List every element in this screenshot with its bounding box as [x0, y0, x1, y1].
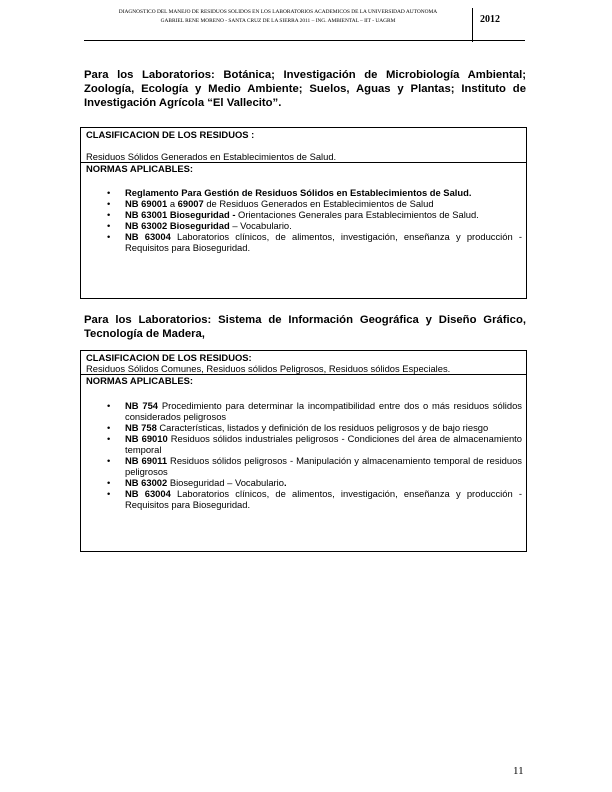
norm-item: • NB 754 Procedimiento para determinar la incompatibilidad entre dos o más residuos sólidos considerados peligrosos [81, 400, 526, 422]
norm-item: • NB 63001 Bioseguridad - Orientaciones Generales para Establecimientos de Salud. [81, 209, 526, 220]
norm-item: • NB 63002 Bioseguridad – Vocabulario. [81, 477, 526, 488]
classification-text: Residuos Sólidos Generados en Establecimientos de Salud. [86, 151, 337, 162]
section-1-title: Para los Laboratorios: Botánica; Investigación de Microbiología Ambiental; Zoología, Ecología y Medio Ambiente; Suelos, Aguas y Plantas; Instituto de Investigación Agrícola “El Vallecito”. [84, 69, 526, 109]
classification-text: Residuos Sólidos Comunes, Residuos sólidos Peligrosos, Residuos sólidos Especiales. [86, 363, 451, 374]
section-1-table [80, 127, 527, 299]
norm-item: • NB 69001 a 69007 de Residuos Generados en Establecimientos de Salud [81, 198, 526, 209]
norm-item: • NB 63004 Laboratorios clínicos, de alimentos, investigación, enseñanza y producción - Requisitos para Bioseguridad. [81, 488, 526, 510]
classification-label: CLASIFICACION DE LOS RESIDUOS : [86, 129, 255, 140]
header-line-2: GABRIEL RENE MORENO - SANTA CRUZ DE LA SIERRA 2011 – ING. AMBIENTAL – IIT - UAGRM [160, 18, 396, 24]
page-header [84, 6, 525, 41]
section-2-table [80, 350, 527, 552]
norm-item: • Reglamento Para Gestión de Residuos Sólidos en Establecimientos de Salud. [81, 187, 526, 198]
norms-label: NORMAS APLICABLES: [86, 163, 193, 174]
norm-item: • NB 758 Características, listados y definición de los residuos peligrosos y de bajo riesgo [81, 422, 526, 433]
norm-item: • NB 63004 Laboratorios clínicos, de alimentos, investigación, enseñanza y producción - Requisitos para Bioseguridad. [81, 231, 526, 253]
header-year: 2012 [480, 14, 500, 25]
page-number: 11 [513, 765, 524, 777]
header-text [84, 8, 473, 42]
norms-label: NORMAS APLICABLES: [86, 375, 193, 386]
classification-label: CLASIFICACION DE LOS RESIDUOS: [86, 352, 252, 363]
norm-item: • NB 69011 Residuos sólidos peligrosos - Manipulación y almacenamiento temporal de residuos peligrosos [81, 455, 526, 477]
header-line-1: DIAGNOSTICO DEL MANEJO DE RESIDUOS SOLIDOS EN LOS LABORATORIOS ACADEMICOS DE LA UNIVERSIDAD AUTONOMA [118, 9, 438, 15]
norms-list [81, 400, 526, 510]
norm-item: • NB 63002 Bioseguridad – Vocabulario. [81, 220, 526, 231]
norms-list [81, 187, 526, 253]
norm-item: • NB 69010 Residuos sólidos industriales peligrosos - Condiciones del área de almacenamiento temporal [81, 433, 526, 455]
section-2-title: Para los Laboratorios: Sistema de Información Geográfica y Diseño Gráfico, Tecnología de Madera, [84, 314, 526, 340]
